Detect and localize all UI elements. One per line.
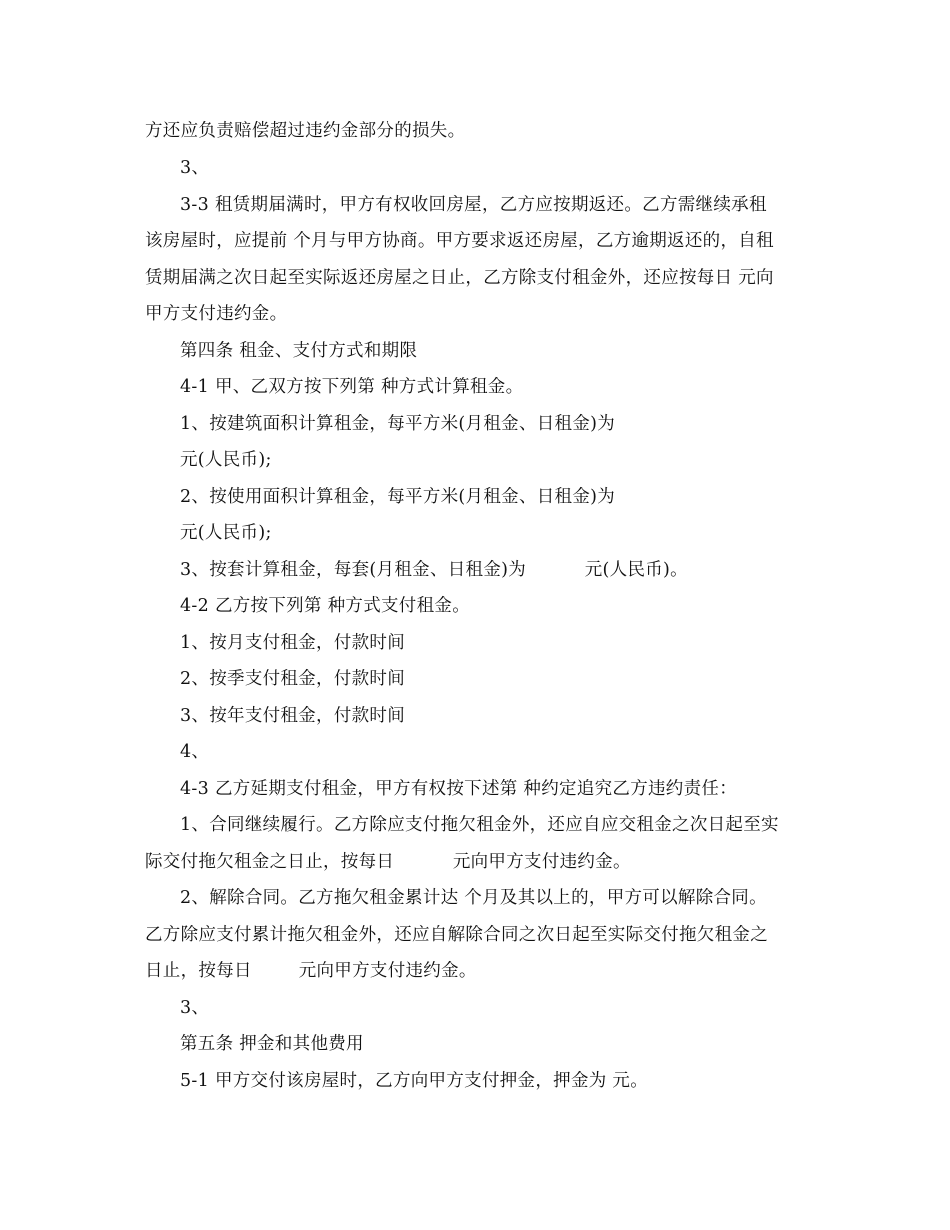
- text-line: 赁期届满之次日起至实际返还房屋之日止，乙方除支付租金外，还应按每日 元向: [145, 268, 774, 288]
- text-line: 元(人民币);: [180, 523, 272, 543]
- text-line: 3、按年支付租金，付款时间: [180, 706, 406, 726]
- text-line: 2、按使用面积计算租金，每平方米(月租金、日租金)为: [180, 487, 616, 507]
- text-line: 4、: [180, 742, 210, 762]
- text-line: 1、按月支付租金，付款时间: [180, 633, 406, 653]
- text-line: 方还应负责赔偿超过违约金部分的损失。: [145, 121, 466, 141]
- text-line: 3-3 租赁期届满时，甲方有权收回房屋，乙方应按期返还。乙方需继续承租: [180, 195, 767, 215]
- text-line: 甲方支付违约金。: [145, 304, 288, 324]
- text-line: 4-3 乙方延期支付租金，甲方有权按下述第 种约定追究乙方违约责任：: [180, 779, 738, 799]
- text-line: 1、合同继续履行。乙方除应支付拖欠租金外，还应自应交租金之次日起至实: [180, 815, 779, 835]
- text-line: 1、按建筑面积计算租金，每平方米(月租金、日租金)为: [180, 414, 616, 434]
- text-line: 3、按套计算租金，每套(月租金、日租金)为 元(人民币)。: [180, 560, 688, 580]
- text-line: 日止，按每日 元向甲方支付违约金。: [145, 961, 477, 981]
- text-line: 2、按季支付租金，付款时间: [180, 669, 406, 689]
- section-heading: 第四条 租金、支付方式和期限: [180, 341, 418, 361]
- text-line: 4-2 乙方按下列第 种方式支付租金。: [180, 596, 471, 616]
- text-line: 3、: [180, 158, 210, 178]
- text-line: 3、: [180, 998, 210, 1018]
- text-line: 该房屋时，应提前 个月与甲方协商。甲方要求返还房屋，乙方逾期返还的，自租: [145, 231, 774, 251]
- text-line: 乙方除应支付累计拖欠租金外，还应自解除合同之次日起至实际交付拖欠租金之: [145, 925, 768, 945]
- text-line: 2、解除合同。乙方拖欠租金累计达 个月及其以上的，甲方可以解除合同。: [180, 888, 767, 908]
- text-line: 元(人民币);: [180, 450, 272, 470]
- text-line: 际交付拖欠租金之日止，按每日 元向甲方支付违约金。: [145, 852, 631, 872]
- section-heading: 第五条 押金和其他费用: [180, 1034, 364, 1054]
- text-line: 5-1 甲方交付该房屋时，乙方向甲方支付押金，押金为 元。: [180, 1071, 649, 1091]
- text-line: 4-1 甲、乙双方按下列第 种方式计算租金。: [180, 377, 524, 397]
